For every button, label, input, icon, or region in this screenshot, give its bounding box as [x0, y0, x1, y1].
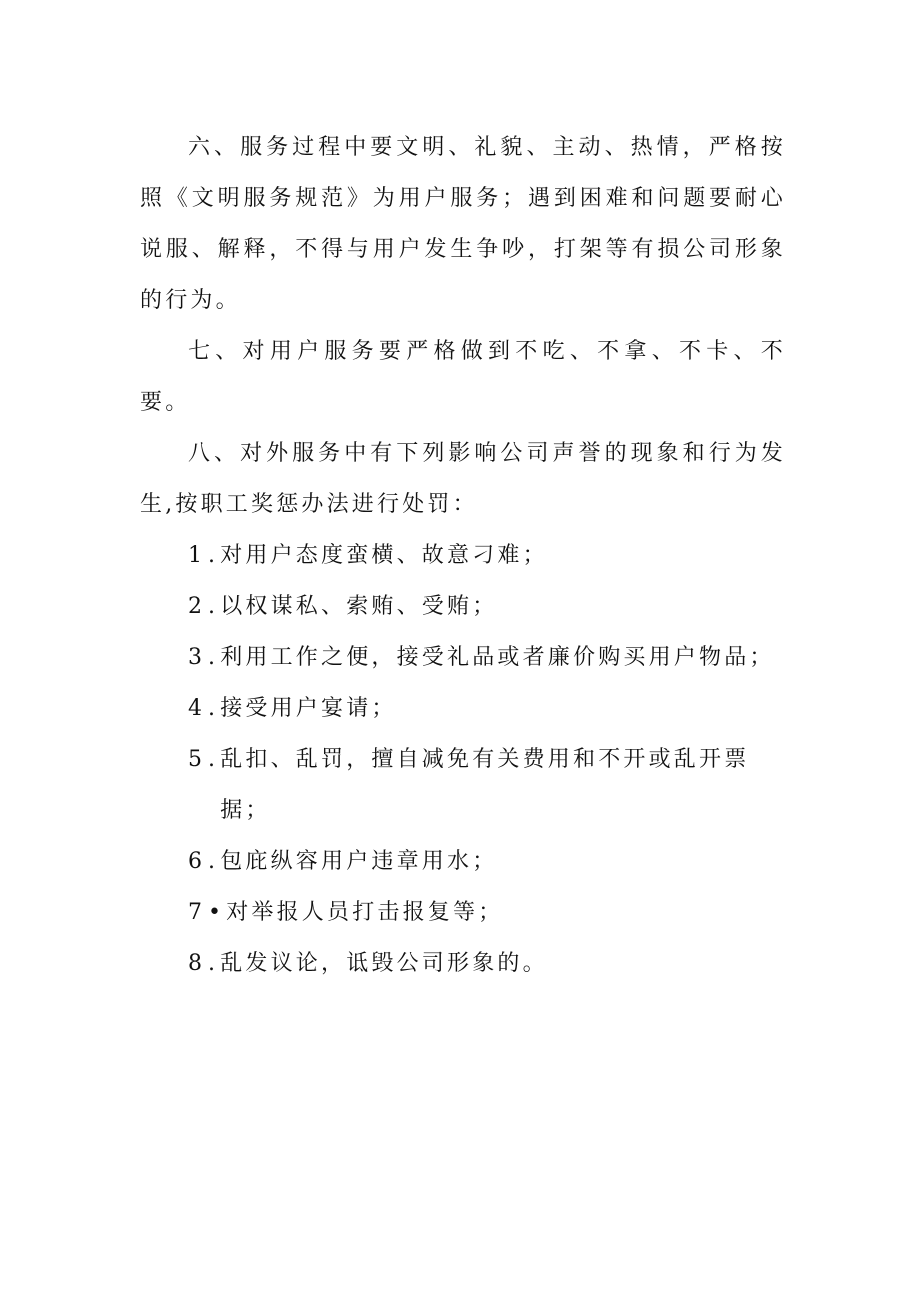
list-item-separator: . — [208, 594, 219, 619]
list-item-separator: . — [208, 543, 219, 568]
list-item — [140, 734, 786, 836]
list-item-separator: . — [208, 849, 219, 874]
list-item-text: 对举报人员打击报复等； — [226, 900, 504, 925]
list-item-separator: • — [208, 900, 225, 925]
paragraph-eight: 八、对外服务中有下列影响公司声誉的现象和行为发生,按职工奖惩办法进行处罚： — [140, 441, 786, 517]
list-item — [140, 632, 786, 683]
list-item-separator: . — [208, 645, 219, 670]
list-item-number: 6 — [188, 849, 206, 874]
list-item — [140, 683, 786, 734]
list-item-text: 接受用户宴请； — [220, 696, 397, 721]
list-item-number: 7 — [188, 900, 206, 925]
list-item-text: 对用户态度蛮横、故意刁难； — [220, 543, 548, 568]
list-item — [140, 938, 786, 989]
list-item-text: 以权谋私、索贿、受贿； — [220, 594, 498, 619]
list-item-number: 2 — [188, 594, 206, 619]
list-item-number: 4 — [188, 696, 206, 721]
list-item-number: 1 — [188, 543, 206, 568]
paragraph-seven: 七、对用户服务要严格做到不吃、不拿、不卡、不要。 — [140, 339, 786, 415]
paragraph-six: 六、服务过程中要文明、礼貌、主动、热情，严格按照《文明服务规范》为用户服务；遇到困难和问题要耐心说服、解释，不得与用户发生争吵，打架等有损公司形象的行为。 — [140, 135, 786, 313]
list-item-number: 8 — [188, 951, 206, 976]
list-item — [140, 530, 786, 581]
list-item-text: 乱扣、乱罚，擅自减免有关费用和不开或乱开票据； — [220, 747, 750, 823]
penalty-list — [140, 530, 786, 989]
list-item-number: 3 — [188, 645, 206, 670]
list-item — [140, 836, 786, 887]
list-item-separator: . — [208, 747, 219, 772]
list-item-text: 包庇纵容用户违章用水； — [220, 849, 498, 874]
list-item-text: 利用工作之便，接受礼品或者廉价购买用户物品； — [220, 645, 775, 670]
list-item-number: 5 — [188, 747, 206, 772]
list-item — [140, 887, 786, 938]
list-item-separator: . — [208, 951, 219, 976]
list-item — [140, 581, 786, 632]
list-item-separator: . — [208, 696, 219, 721]
document-body — [140, 122, 786, 989]
list-item-text: 乱发议论，诋毁公司形象的。 — [220, 951, 548, 976]
